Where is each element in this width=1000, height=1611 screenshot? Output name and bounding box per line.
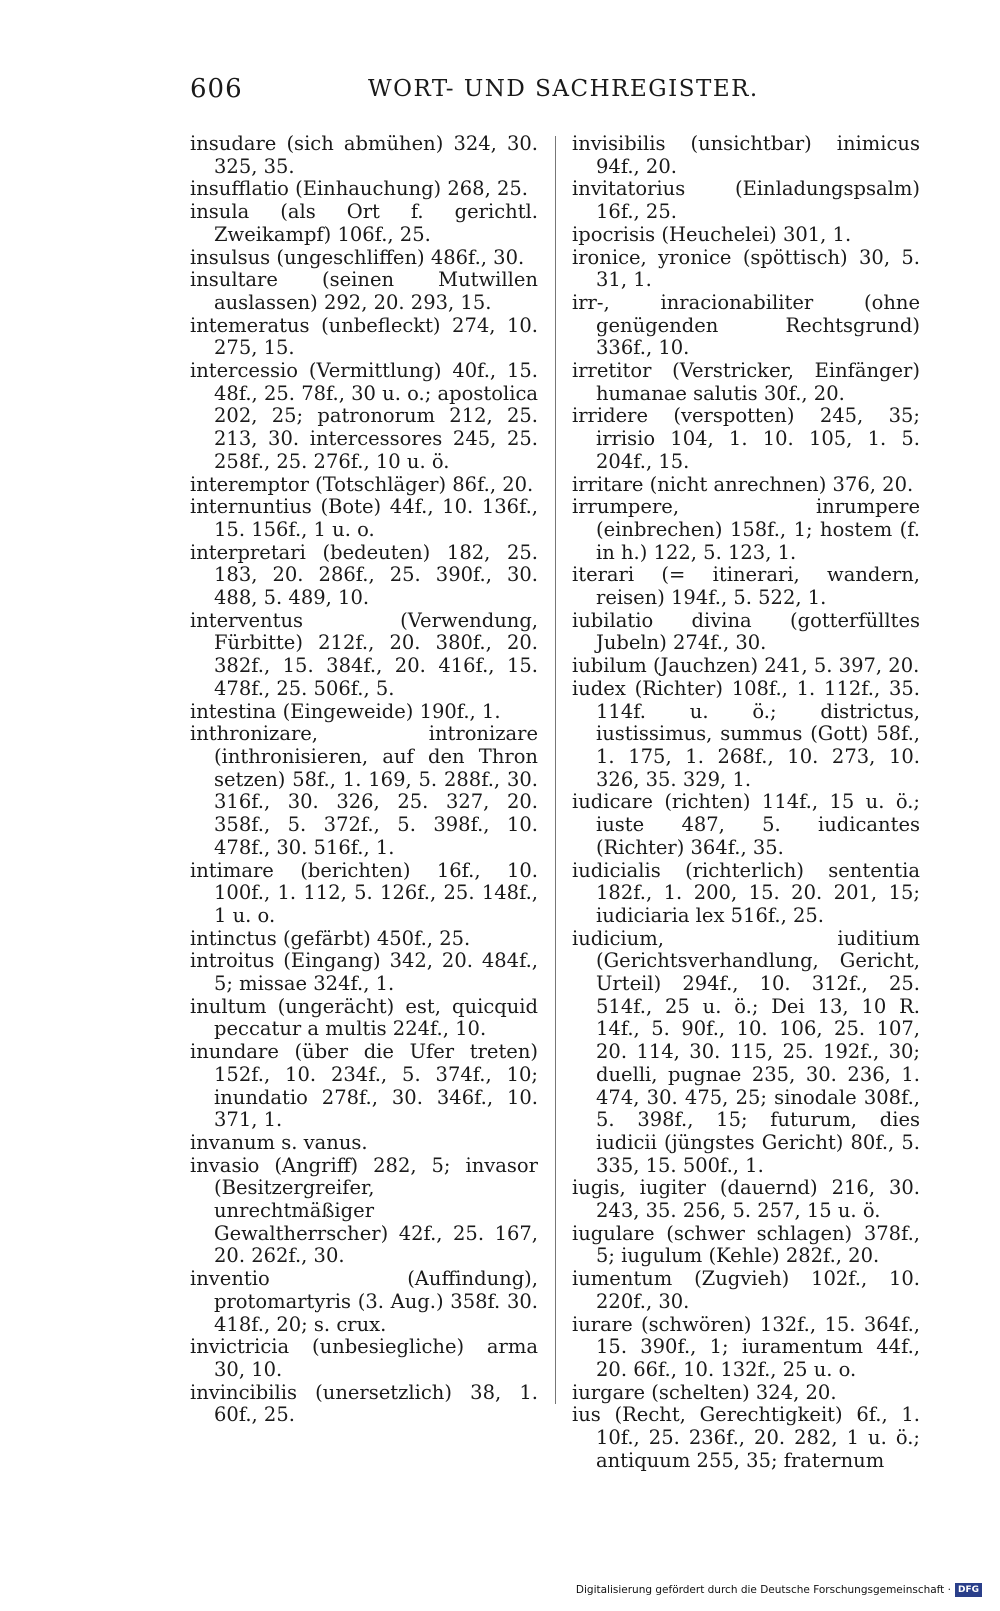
index-entry: intemeratus (unbefleckt) 274, 10. 275, 15. — [190, 313, 538, 360]
index-entry: ipocrisis (Heuchelei) 301, 1. — [572, 222, 852, 246]
index-entry: iurare (schwören) 132f., 15. 364f., 15. 390f., 1; iuramentum 44f., 20. 66f., 10. 132f., 25 u. o. — [572, 1312, 920, 1381]
index-entry: insultare (seinen Mutwillen auslassen) 292, 20. 293, 15. — [190, 268, 538, 314]
index-entry: invitatorius (Einladungspsalm) 16f., 25. — [572, 177, 920, 224]
index-entry: iurgare (schelten) 324, 20. — [572, 1380, 837, 1404]
index-entry: invisibilis (unsichtbar) inimicus 94f., 20. — [572, 132, 920, 178]
index-entry: insudare (sich abmühen) 324, 30. 325, 35. — [190, 132, 538, 178]
index-entry: interemptor (Totschläger) 86f., 20. — [190, 472, 534, 496]
index-entry: insufflatio (Einhauchung) 268, 25. — [190, 177, 528, 201]
index-entry: invanum s. vanus. — [190, 1130, 368, 1154]
index-entry: insulsus (ungeschliffen) 486f., 30. — [190, 245, 525, 269]
index-entry: iudicialis (richterlich) sententia 182f., 1. 200, 15. 20. 201, 15; iudiciaria lex 516f., 25. — [572, 858, 920, 927]
index-entry: invasio (Angriff) 282, 5; invasor (Besitzergreifer, unrechtmäßiger Gewaltherrscher) 42f., 25. 167, 20. 262f., 30. — [190, 1153, 538, 1268]
index-column-right — [572, 133, 920, 1472]
page-number: 606 — [190, 74, 243, 104]
digitization-credit — [576, 1583, 982, 1597]
index-entry: iugulare (schwer schlagen) 378f., 5; iugulum (Kehle) 282f., 20. — [572, 1221, 920, 1268]
credit-text: Digitalisierung gefördert durch die Deutsche Forschungsgemeinschaft · — [575, 1584, 951, 1596]
running-head: WORT- UND SACHREGISTER. — [368, 76, 759, 102]
index-entry: interventus (Verwendung, Fürbitte) 212f., 20. 380f., 20. 382f., 15. 384f., 20. 416f., 15. 478f., 25. 506f., 5. — [190, 608, 538, 700]
index-entry: intestina (Eingeweide) 190f., 1. — [190, 699, 501, 723]
index-entry: iubilum (Jauchzen) 241, 5. 397, 20. — [572, 654, 920, 678]
index-entry: iudicium, iuditium (Gerichtsverhandlung, Gericht, Urteil) 294f., 10. 312f., 25. 514f., 25 u. ö.; Dei 13, 10 R. 14f., 5. 90f., 10. 106, 25. 107, 20. 114, 30. 115, 25. 192f., 30; duelli, pugnae 235, 30. 236, 1. 474, 30. 475, 25; sinodale 308f., 5. 398f., 15; futurum, dies iudicii (jüngstes Gericht) 80f., 5. 335, 15. 500f., 1. — [572, 926, 920, 1177]
index-entry: intimare (berichten) 16f., 10. 100f., 1. 112, 5. 126f., 25. 148f., 1 u. o. — [190, 858, 538, 927]
index-entry: inundare (über die Ufer treten) 152f., 10. 234f., 5. 374f., 10; inundatio 278f., 30. 346f., 10. 371, 1. — [190, 1040, 538, 1132]
index-column-left — [190, 133, 538, 1427]
index-entry: insula (als Ort f. gerichtl. Zweikampf) 106f., 25. — [190, 200, 538, 246]
index-entry: iudex (Richter) 108f., 1. 112f., 35. 114f. u. ö.; districtus, iustissimus, summus (Gott) 58f., 1. 175, 1. 268f., 10. 273, 10. 326, 35. 329, 1. — [572, 676, 920, 791]
index-entry: inultum (ungerächt) est, quicquid peccatur a multis 224f., 10. — [190, 994, 538, 1041]
index-entry: irridere (verspotten) 245, 35; irrisio 104, 1. 10. 105, 1. 5. 204f., 15. — [572, 404, 920, 473]
index-entry: iugis, iugiter (dauernd) 216, 30. 243, 35. 256, 5. 257, 15 u. ö. — [572, 1176, 920, 1223]
index-entry: iudicare (richten) 114f., 15 u. ö.; iuste 487, 5. iudicantes (Richter) 364f., 35. — [572, 790, 920, 859]
index-entry: irritare (nicht anrechnen) 376, 20. — [572, 472, 914, 496]
index-entry: inventio (Auffindung), protomartyris (3. Aug.) 358f. 30. 418f., 20; s. crux. — [190, 1267, 538, 1336]
index-entry: invincibilis (unersetzlich) 38, 1. 60f., 25. — [190, 1380, 538, 1427]
dfg-logo: DFG — [955, 1583, 982, 1597]
index-entry: irrumpere, inrumpere (einbrechen) 158f., 1; hostem (f. in h.) 122, 5. 123, 1. — [572, 495, 920, 564]
index-entry: irr-, inracionabiliter (ohne genügenden Rechtsgrund) 336f., 10. — [572, 290, 920, 360]
index-entry: irretitor (Verstricker, Einfänger) humanae salutis 30f., 20. — [572, 359, 920, 405]
index-entry: ius (Recht, Gerechtigkeit) 6f., 1. 10f., 25. 236f., 20. 282, 1 u. ö.; antiquum 255, 35; fraternum — [572, 1403, 920, 1472]
index-entry: ironice, yronice (spöttisch) 30, 5. 31, 1. — [572, 245, 920, 292]
index-entry: introitus (Eingang) 342, 20. 484f., 5; missae 324f., 1. — [190, 949, 538, 996]
index-entry: interpretari (bedeuten) 182, 25. 183, 20. 286f., 25. 390f., 30. 488, 5. 489, 10. — [190, 540, 538, 610]
index-entry: iterari (= itinerari, wandern, reisen) 194f., 5. 522, 1. — [572, 563, 920, 610]
index-entry: invictricia (unbesiegliche) arma 30, 10. — [190, 1335, 538, 1381]
index-entry: internuntius (Bote) 44f., 10. 136f., 15. 156f., 1 u. o. — [190, 495, 538, 541]
column-divider — [555, 136, 556, 1404]
index-entry: intercessio (Vermittlung) 40f., 15. 48f., 25. 78f., 30 u. o.; apostolica 202, 25; patronorum 212, 25. 213, 30. intercessores 245, 25. 258f., 25. 276f., 10 u. ö. — [190, 359, 538, 473]
index-entry: iubilatio divina (gotterfülltes Jubeln) 274f., 30. — [572, 608, 920, 655]
index-entry: inthronizare, intronizare (inthronisieren, auf den Thron setzen) 58f., 1. 169, 5. 288f., 30. 316f., 30. 326, 25. 327, 20. 358f., 5. 372f., 5. 398f., 10. 478f., 30. 516f., 1. — [190, 722, 538, 859]
index-entry: intinctus (gefärbt) 450f., 25. — [190, 926, 471, 950]
index-entry: iumentum (Zugvieh) 102f., 10. 220f., 30. — [572, 1267, 920, 1313]
